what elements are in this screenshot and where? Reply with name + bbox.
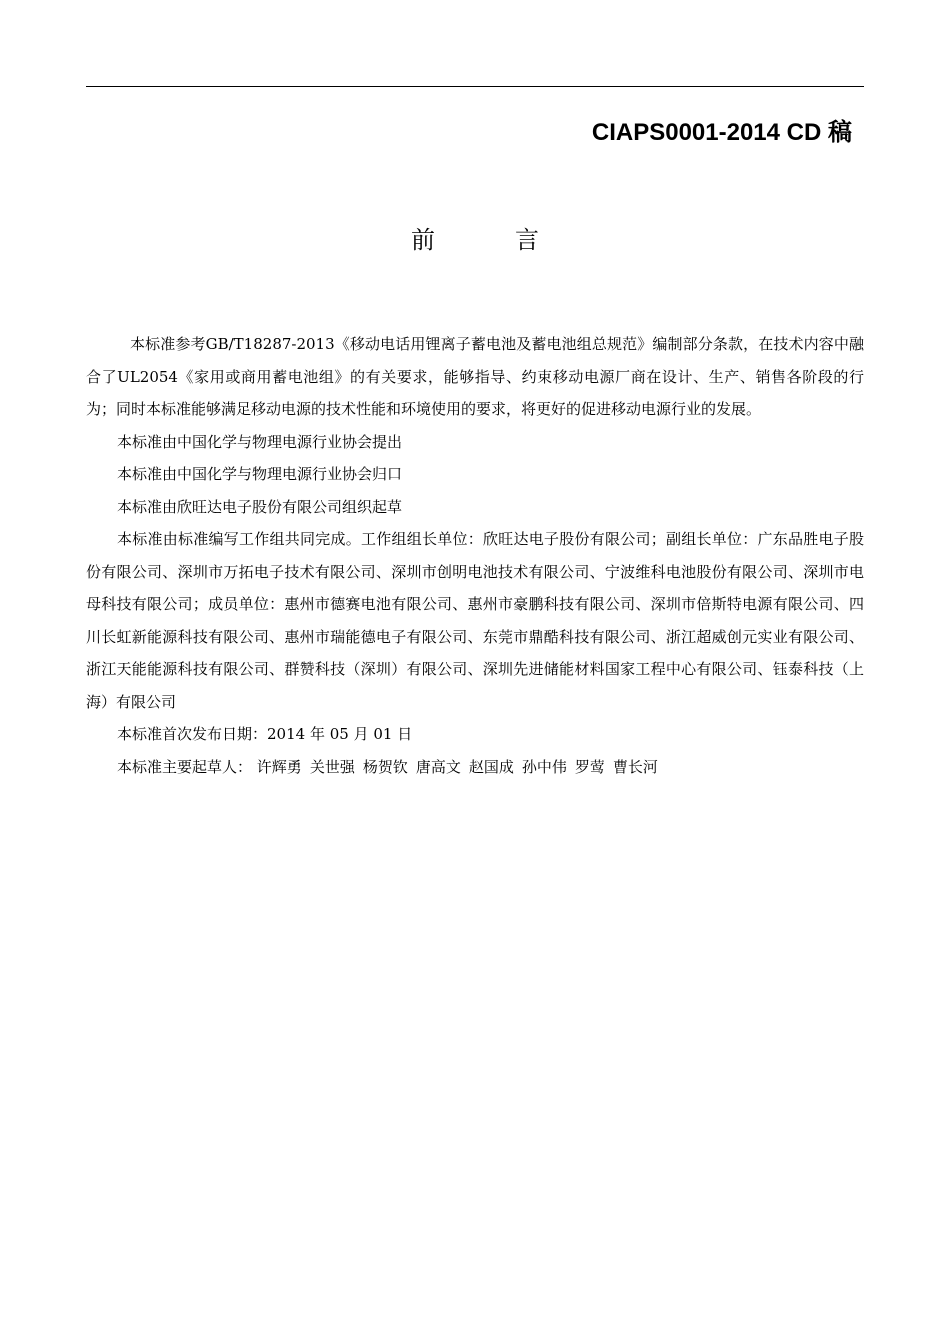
title-char-2: 言 (515, 226, 539, 254)
paragraph-reference: 本标准参考GB/T18287-2013《移动电话用锂离子蓄电池及蓄电池组总规范》编制部分条款，在技术内容中融合了UL2054《家用或商用蓄电池组》的有关要求，能够指导、约束移动电源厂商在设计、生产、销售各阶段的行为；同时本标准能够满足移动电源的技术性能和环境使用的要求，将更好的促进移动电源行业的发展。 (86, 335, 864, 418)
drafters-label: 本标准主要起草人： (117, 757, 253, 776)
foreword-body (86, 328, 864, 783)
section-title (0, 220, 950, 255)
drafter-name: 曹长河 (612, 757, 658, 776)
document-code: CIAPS0001-2014 CD 稿 (591, 119, 852, 146)
paragraph-release-date: 本标准首次发布日期：2014 年 05 月 01 日 (117, 725, 413, 743)
paragraph-drafters (86, 751, 864, 784)
drafter-name: 罗莺 (574, 757, 605, 776)
drafter-name: 唐高文 (415, 757, 461, 776)
drafter-name: 赵国成 (468, 757, 514, 776)
paragraph-proposer: 本标准由中国化学与物理电源行业协会提出 (117, 432, 403, 451)
drafter-name: 孙中伟 (521, 757, 567, 776)
drafters-names (252, 758, 666, 776)
paragraph-working-group: 本标准由标准编写工作组共同完成。工作组组长单位：欣旺达电子股份有限公司；副组长单位：广东品胜电子股份有限公司、深圳市万拓电子技术有限公司、深圳市创明电池技术有限公司、宁波维科电池股份有限公司、深圳市电母科技有限公司；成员单位：惠州市德赛电池有限公司、惠州市豪鹏科技有限公司、深圳市倍斯特电源有限公司、四川长虹新能源科技有限公司、惠州市瑞能德电子有限公司、东莞市鼎酷科技有限公司、浙江超威创元实业有限公司、浙江天能能源科技有限公司、群赞科技（深圳）有限公司、深圳先进储能材料国家工程中心有限公司、钰泰科技（上海）有限公司 (86, 530, 864, 711)
drafter-name: 关世强 (309, 757, 355, 776)
drafter-name: 杨贺钦 (362, 757, 408, 776)
drafter-name: 许辉勇 (256, 757, 302, 776)
title-char-1: 前 (411, 226, 435, 254)
paragraph-organizer: 本标准由欣旺达电子股份有限公司组织起草 (117, 497, 403, 516)
header-rule (86, 86, 864, 87)
paragraph-administrator: 本标准由中国化学与物理电源行业协会归口 (117, 465, 403, 483)
